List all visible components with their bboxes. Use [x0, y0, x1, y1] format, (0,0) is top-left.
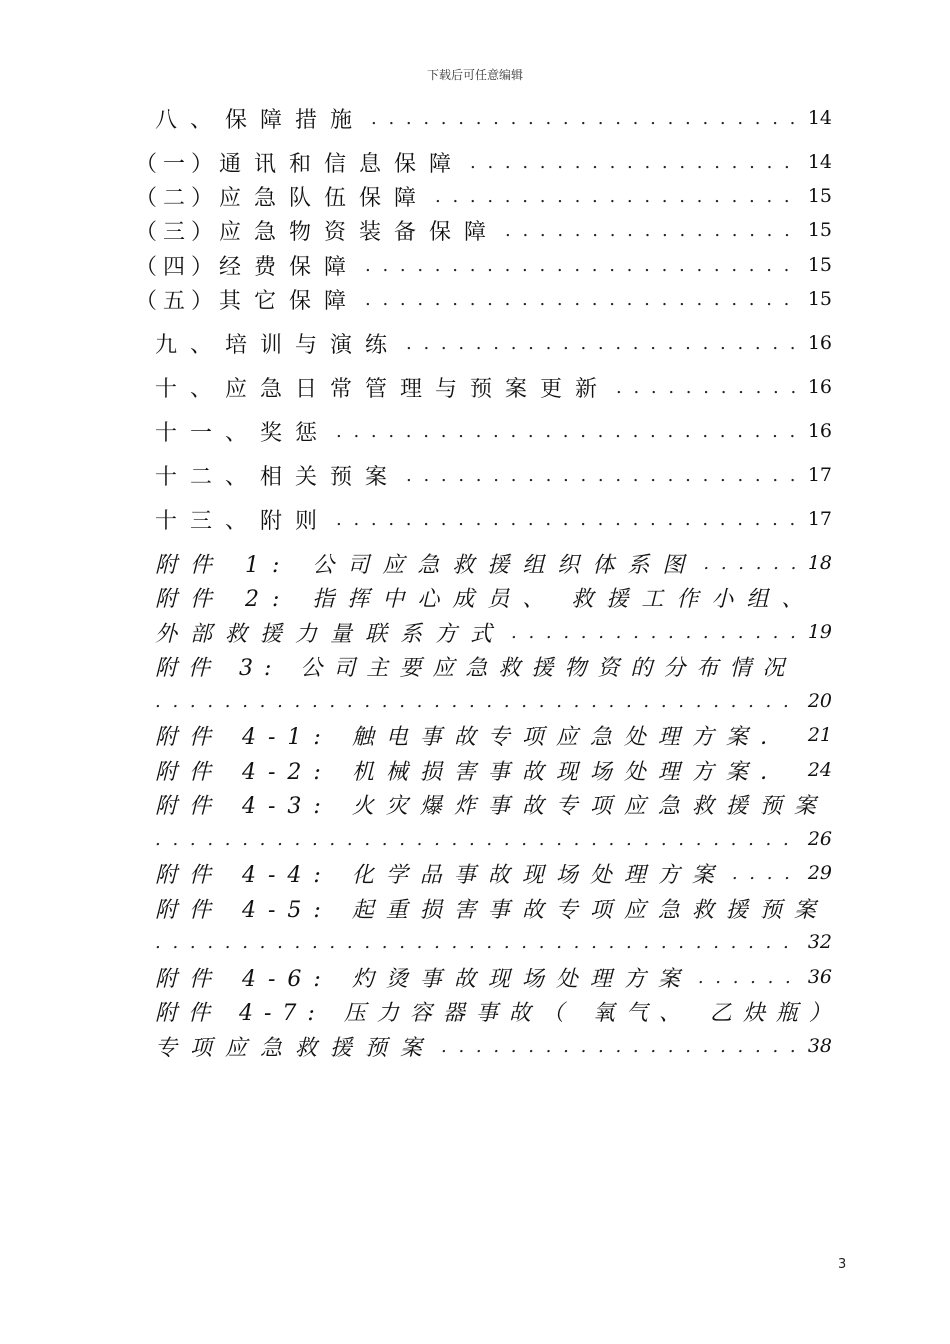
dot-leader: [511, 622, 802, 643]
toc-entry-title: 通讯和信息保障: [219, 151, 465, 177]
toc-entry-number: （三）: [135, 219, 220, 245]
toc-entry-page: 15: [807, 219, 832, 241]
dot-leader: [406, 465, 802, 486]
toc-entry-page: 15: [807, 254, 832, 276]
toc-appendix-entry[interactable]: [155, 996, 845, 1026]
dot-leader: [703, 553, 801, 574]
page-header: 下载后可任意编辑: [426, 68, 523, 82]
toc-entry-title: 奖惩: [260, 420, 331, 446]
toc-entry-page: 16: [807, 376, 832, 398]
toc-entry-page: 14: [807, 107, 832, 129]
toc-appendix-entry[interactable]: [155, 651, 839, 681]
toc-entry-number: 八、: [155, 107, 226, 133]
dot-leader: [365, 289, 802, 310]
toc-entry-number: 十一、: [155, 420, 261, 446]
toc-entry-title: 附件 3: 公司主要应急救援物资的分布情况: [155, 655, 796, 681]
dot-leader: [365, 255, 802, 276]
toc-entry[interactable]: [155, 103, 832, 133]
toc-entry[interactable]: [155, 328, 832, 358]
dot-leader: [155, 932, 802, 953]
toc-entry-page: 29: [807, 862, 832, 884]
toc-entry-page: 17: [807, 508, 832, 530]
toc-entry[interactable]: [135, 250, 832, 280]
toc-entry-number: （一）: [135, 151, 220, 177]
toc-entry-title: 经费保障: [219, 254, 360, 280]
toc-entry-title: 附件 2: 指挥中心成员、: [155, 586, 558, 612]
toc-entry-page: 18: [807, 552, 832, 574]
toc-entry-title: 应急队伍保障: [219, 185, 430, 211]
toc-entry-number: （四）: [135, 254, 220, 280]
toc-entry-title: 其它保障: [219, 288, 360, 314]
toc-entry[interactable]: [135, 284, 832, 314]
toc-entry-page: 26: [807, 828, 832, 850]
toc-appendix-entry[interactable]: [155, 824, 832, 854]
toc-entry-page: 16: [807, 420, 832, 442]
toc-entry-page: 15: [807, 288, 832, 310]
toc-entry-page: 38: [807, 1035, 832, 1057]
toc-entry[interactable]: [155, 372, 832, 402]
toc-entry-title: 相关预案: [260, 464, 401, 490]
toc-appendix-entry[interactable]: [155, 755, 832, 785]
toc-appendix-entry[interactable]: [155, 1031, 832, 1061]
toc-entry-page: 17: [807, 464, 832, 486]
toc-entry-page: 32: [807, 931, 832, 953]
toc-entry[interactable]: [155, 504, 832, 534]
toc-entry-page: 21: [807, 724, 832, 746]
dot-leader: [371, 108, 802, 129]
dot-leader: [470, 152, 802, 173]
toc-entry-page: 36: [807, 966, 832, 988]
toc-entry[interactable]: [135, 215, 832, 245]
toc-entry-number: （二）: [135, 185, 220, 211]
dot-leader: [505, 220, 802, 241]
toc-entry-title: 附件 4-6: 灼烫事故现场处理方案: [155, 966, 692, 992]
dot-leader: [336, 421, 802, 442]
toc-entry-title: 附件 4-5: 起重损害事故专项应急救援预案: [155, 897, 828, 923]
toc-entry-number: 十、: [155, 376, 226, 402]
toc-appendix-entry[interactable]: [155, 962, 832, 992]
toc-entry-title-continued: 救援工作小组、: [571, 586, 817, 612]
toc-entry-title: 专项应急救援预案: [155, 1035, 436, 1061]
toc-entry[interactable]: [135, 147, 832, 177]
dot-leader: [616, 377, 802, 398]
toc-entry-title: 附件 4-3: 火灾爆炸事故专项应急救援预案: [155, 793, 828, 819]
toc-entry-page: 20: [807, 690, 832, 712]
toc-appendix-entry[interactable]: [155, 720, 832, 750]
toc-appendix-entry[interactable]: [155, 582, 832, 612]
toc-entry-page: 24: [807, 759, 832, 781]
dot-leader: [336, 509, 802, 530]
toc-appendix-entry[interactable]: [155, 548, 832, 578]
dot-leader: [441, 1036, 802, 1057]
toc-entry-page: 19: [807, 621, 832, 643]
toc-entry-page: 16: [807, 332, 832, 354]
toc-entry-title: 应急物资装备保障: [219, 219, 500, 245]
toc-entry[interactable]: [135, 181, 832, 211]
toc-entry-number: 九、: [155, 332, 226, 358]
toc-appendix-entry[interactable]: [155, 893, 839, 923]
page-number: 3: [838, 1257, 847, 1272]
dot-leader: [435, 186, 802, 207]
toc-entry[interactable]: [155, 416, 832, 446]
toc-appendix-entry[interactable]: [155, 927, 832, 957]
toc-entry-title: 外部救援力量联系方式: [155, 621, 506, 647]
toc-entry-title: 附件 4-7: 压力容器事故（ 氧气、 乙炔瓶）: [155, 1000, 842, 1026]
toc-entry-title: 保障措施: [225, 107, 366, 133]
toc-appendix-entry[interactable]: [155, 858, 832, 888]
dot-leader: [406, 333, 802, 354]
toc-entry-number: 十三、: [155, 508, 261, 534]
toc-entry-title: 附件 1: 公司应急救援组织体系图: [155, 552, 698, 578]
toc-entry-page: 14: [807, 151, 832, 173]
toc-entry[interactable]: [155, 460, 832, 490]
toc-entry-title: 附件 4-2: 机械损害事故现场处理方案．: [155, 759, 794, 785]
toc-entry-number: （五）: [135, 288, 220, 314]
toc-entry-title: 附件 4-4: 化学品事故现场处理方案: [155, 862, 726, 888]
dot-leader: [155, 829, 802, 850]
toc-entry-page: 15: [807, 185, 832, 207]
toc-entry-title: 应急日常管理与预案更新: [225, 376, 611, 402]
dot-leader: [155, 691, 802, 712]
toc-appendix-entry[interactable]: [155, 686, 832, 716]
dot-leader: [732, 863, 802, 884]
dot-leader: [698, 967, 802, 988]
toc-entry-title: 附则: [260, 508, 331, 534]
toc-entry-number: 十二、: [155, 464, 261, 490]
toc-appendix-entry[interactable]: [155, 617, 832, 647]
toc-appendix-entry[interactable]: [155, 789, 839, 819]
toc-entry-title: 附件 4-1: 触电事故专项应急处理方案．: [155, 724, 794, 750]
toc-entry-title: 培训与演练: [225, 332, 401, 358]
